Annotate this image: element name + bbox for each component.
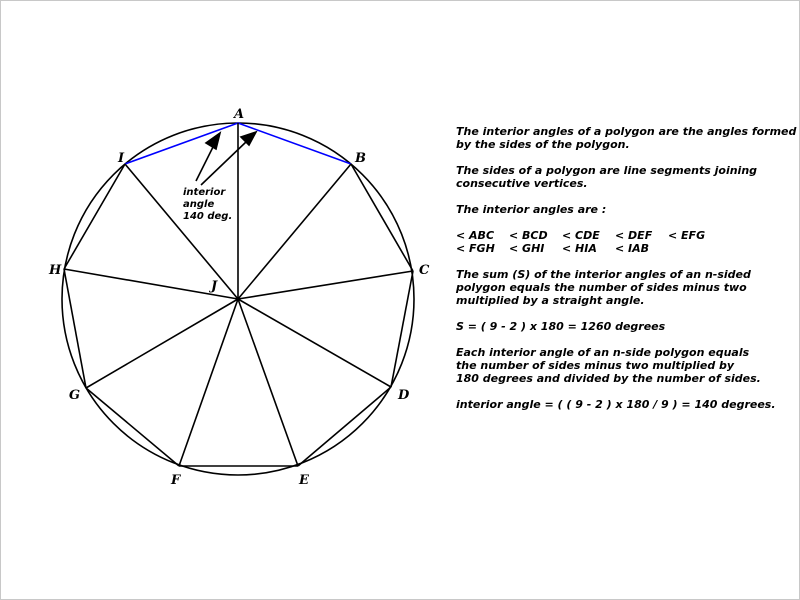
vertex-label-e: E <box>299 473 309 488</box>
side-ab <box>238 123 351 164</box>
radius-je <box>238 299 298 466</box>
paragraph-sum-formula <box>456 320 786 333</box>
side-fg <box>86 388 179 466</box>
side-hi <box>64 164 125 269</box>
angle-item: < ABC <box>456 229 495 242</box>
angle-item: < HIA <box>562 242 597 255</box>
angles-row-2 <box>456 242 786 255</box>
paragraph-interior-angle-formula <box>456 398 786 411</box>
vertex-label-f: F <box>171 473 181 488</box>
side-gh <box>64 269 86 388</box>
text-line: interior angle = ( ( 9 - 2 ) x 180 / 9 ) = 140 degrees. <box>456 398 776 411</box>
radius-jf <box>179 299 238 466</box>
annotation-line-1: interior <box>183 187 226 198</box>
text-line: The interior angles are : <box>456 203 607 216</box>
angle-item: < IAB <box>615 242 650 255</box>
paragraph-each-angle-rule <box>456 346 786 385</box>
arrow-2-shaft <box>201 141 247 185</box>
side-bc <box>351 164 413 271</box>
vertex-label-c: C <box>419 263 430 278</box>
angles-list <box>456 229 786 255</box>
radii <box>64 123 413 466</box>
polygon-diagram <box>1 1 441 600</box>
text-line: The sum (S) of the interior angles of an n-sided <box>456 268 751 281</box>
angle-item: < GHI <box>509 242 545 255</box>
paragraph-interior-angles-definition <box>456 125 797 151</box>
text-line: consecutive vertices. <box>456 177 588 190</box>
vertex-label-g: G <box>69 388 81 403</box>
annotation-line-3: 140 deg. <box>183 211 233 222</box>
paragraph-interior-angles-list-intro <box>456 203 786 216</box>
side-de <box>298 387 391 466</box>
text-line: 180 degrees and divided by the number of sides. <box>456 372 761 385</box>
radius-jd <box>238 299 391 387</box>
paragraph-sum-rule <box>456 268 786 307</box>
radius-jc <box>238 271 413 299</box>
text-line: multiplied by a straight angle. <box>456 294 645 307</box>
text-line: S = ( 9 - 2 ) x 180 = 1260 degrees <box>456 320 666 333</box>
radius-jb <box>238 164 351 299</box>
vertex-label-i: I <box>118 151 125 166</box>
angles-row-1 <box>456 229 786 242</box>
angle-item: < BCD <box>509 229 548 242</box>
center-label-j: J <box>211 279 218 294</box>
paragraph-sides-definition <box>456 164 786 190</box>
radius-jg <box>86 299 238 388</box>
arrow-2-head <box>241 132 256 145</box>
radius-ji <box>125 164 238 299</box>
text-line: The interior angles of a polygon are the angles formed <box>456 125 797 138</box>
text-line: Each interior angle of an n-side polygon equals <box>456 346 750 359</box>
vertex-label-b: B <box>355 151 366 166</box>
side-ia <box>125 123 238 164</box>
angle-item: < EFG <box>668 229 706 242</box>
arrow-1-head <box>206 133 220 149</box>
explanation-text <box>456 125 797 424</box>
annotation-line-2: angle <box>183 199 215 210</box>
text-line: the number of sides minus two multiplied by <box>456 359 735 372</box>
vertex-label-a: A <box>234 107 245 122</box>
angle-item: < DEF <box>615 229 653 242</box>
angle-item: < FGH <box>456 242 495 255</box>
angle-item: < CDE <box>562 229 600 242</box>
annotation-arrows <box>196 132 256 185</box>
text-line: by the sides of the polygon. <box>456 138 630 151</box>
vertex-label-h: H <box>49 263 62 278</box>
text-line: The sides of a polygon are line segments joining <box>456 164 758 177</box>
side-cd <box>391 271 413 387</box>
text-line: polygon equals the number of sides minus two <box>456 281 747 294</box>
vertex-label-d: D <box>398 388 410 403</box>
